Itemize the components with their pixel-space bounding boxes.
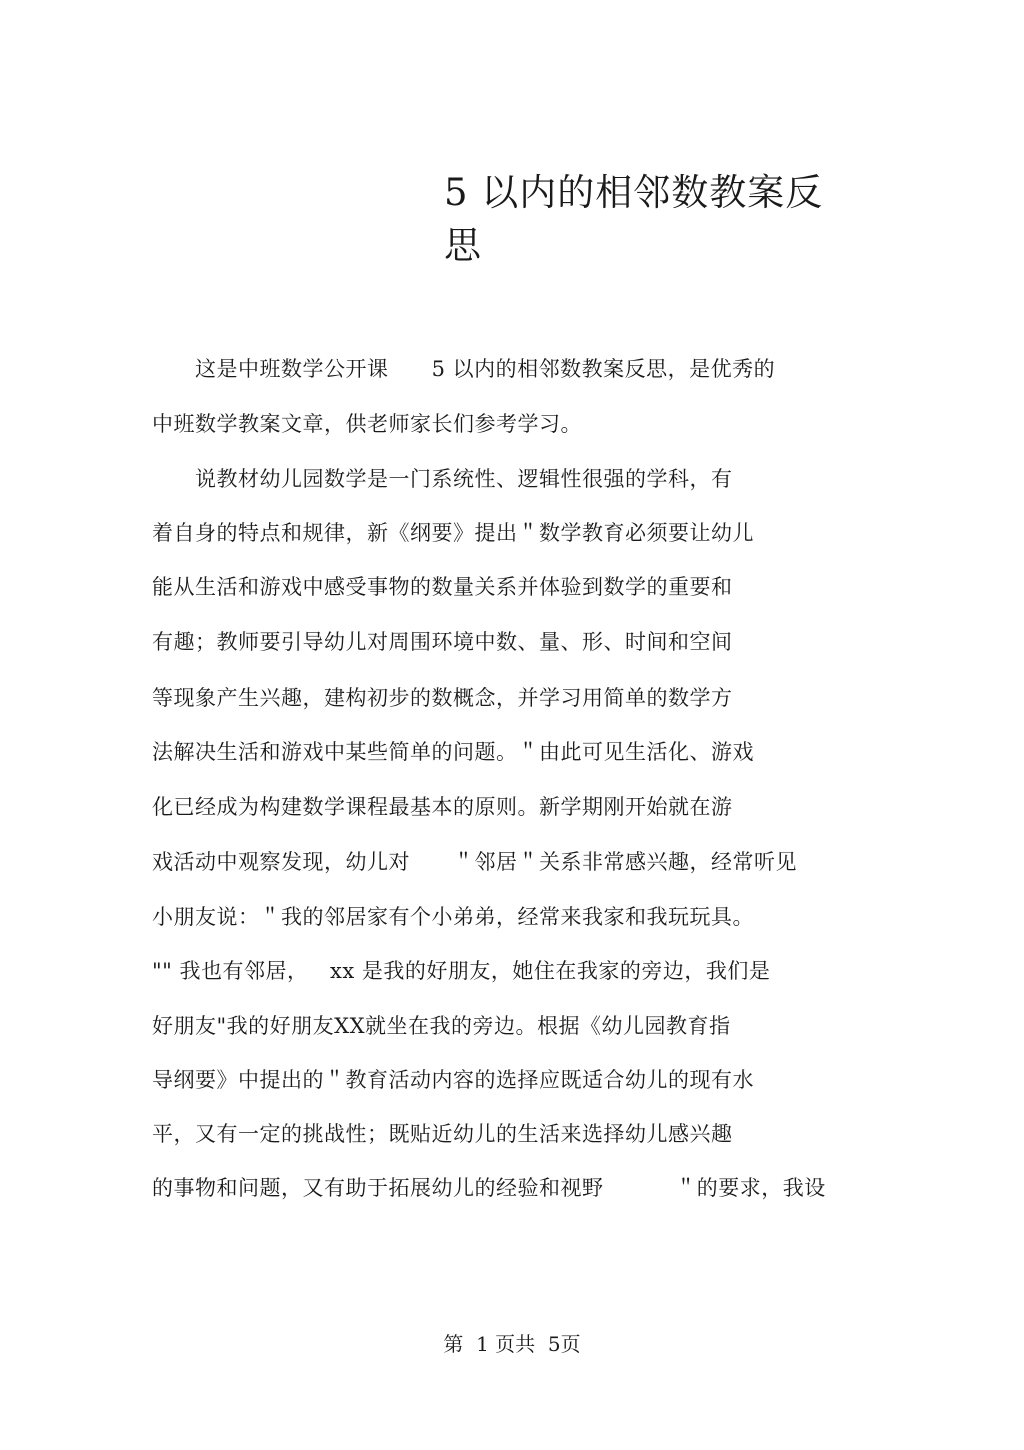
body-line: 导纲要》中提出的＂教育活动内容的选择应既适合幼儿的现有水 — [152, 1068, 754, 1092]
body-line: 小朋友说：＂我的邻居家有个小弟弟，经常来我家和我玩玩具。 — [152, 905, 754, 929]
title-line-1: 5 以内的相邻数教案反 — [444, 171, 824, 214]
body-line: 好朋友"我的好朋友XX就坐在我的旁边。根据《幼儿园教育指 — [152, 1014, 731, 1038]
body-line: 等现象产生兴趣，建构初步的数概念，并学习用简单的数学方 — [152, 686, 733, 710]
document-title — [444, 166, 864, 272]
body-line: 能从生活和游戏中感受事物的数量关系并体验到数学的重要和 — [152, 575, 733, 599]
body-line: 说教材幼儿园数学是一门系统性、逻辑性很强的学科，有 — [152, 467, 733, 491]
title-line-2: 思 — [444, 224, 482, 267]
page-footer: 第 1 页共 5页 — [443, 1332, 581, 1356]
body-line: 平，又有一定的挑战性；既贴近幼儿的生活来选择幼儿感兴趣 — [152, 1122, 733, 1146]
body-line: 着自身的特点和规律，新《纲要》提出＂数学教育必须要让幼儿 — [152, 521, 754, 545]
body-line: 的事物和问题，又有助于拓展幼儿的经验和视野 ＂的要求，我设 — [152, 1176, 826, 1200]
body-line: 这是中班数学公开课 5 以内的相邻数教案反思，是优秀的 — [152, 357, 776, 381]
body-line: 法解决生活和游戏中某些简单的问题。＂由此可见生活化、游戏 — [152, 740, 754, 764]
body-line: 中班数学教案文章，供老师家长们参考学习。 — [152, 412, 582, 436]
body-line: "" 我也有邻居， xx 是我的好朋友，她住在我家的旁边，我们是 — [152, 959, 771, 983]
body-line: 有趣；教师要引导幼儿对周围环境中数、量、形、时间和空间 — [152, 630, 733, 654]
body-line: 化已经成为构建数学课程最基本的原则。新学期刚开始就在游 — [152, 795, 733, 819]
body-line: 戏活动中观察发现，幼儿对 ＂邻居＂关系非常感兴趣，经常听见 — [152, 850, 798, 874]
